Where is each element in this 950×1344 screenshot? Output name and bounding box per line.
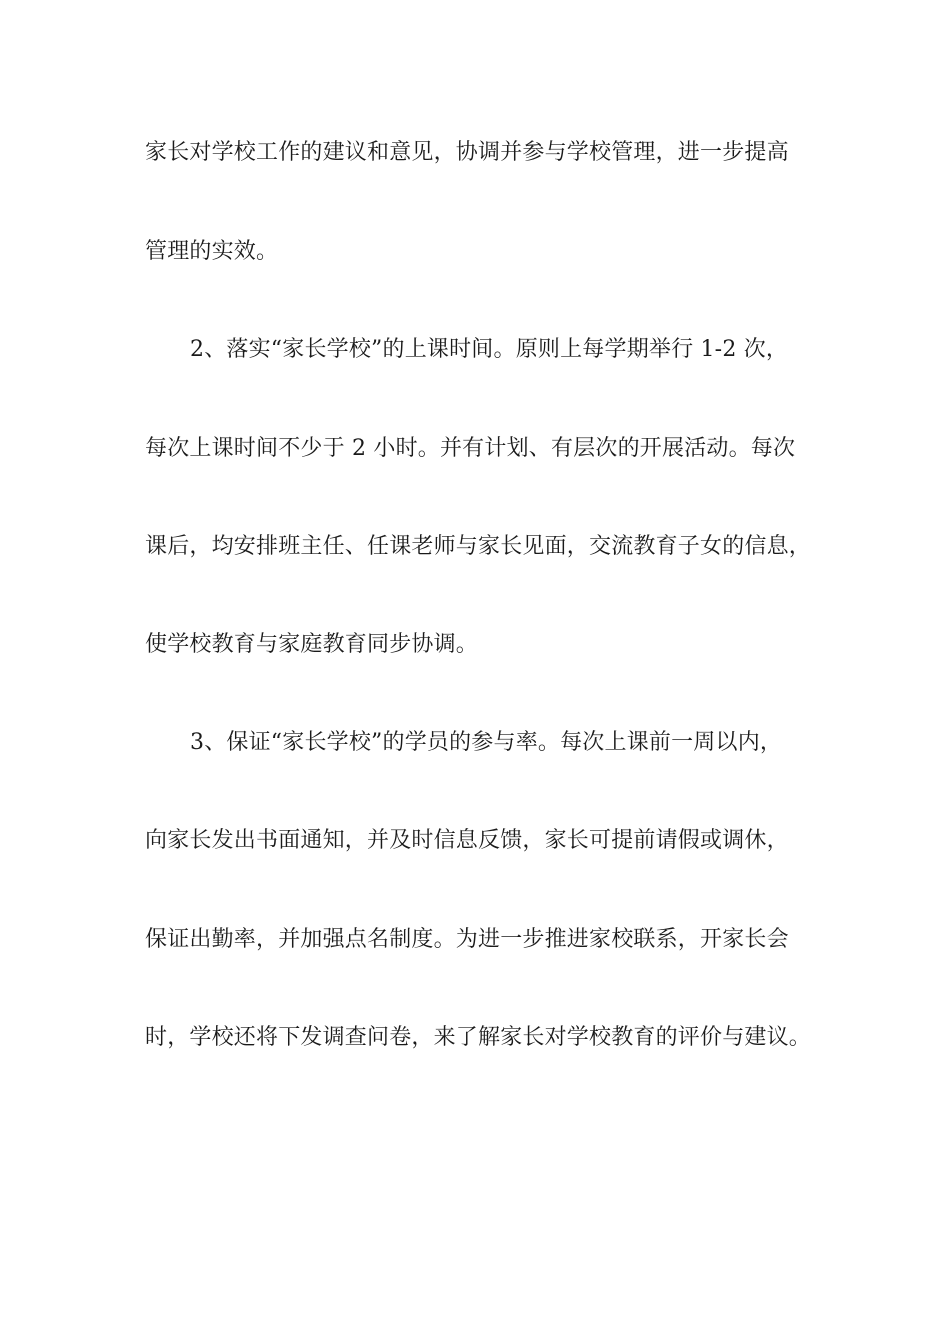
- paragraph-2-line-1: 2、落实“家长学校”的上课时间。原则上每学期举行 1-2 次，: [190, 337, 789, 362]
- paragraph-3-line-2: 向家长发出书面通知，并及时信息反馈，家长可提前请假或调休，: [145, 828, 789, 853]
- paragraph-3-line-1: 3、保证“家长学校”的学员的参与率。每次上课前一周以内，: [190, 730, 783, 755]
- paragraph-1-line-1: 家长对学校工作的建议和意见，协调并参与学校管理，进一步提高: [145, 140, 789, 165]
- paragraph-3-line-3: 保证出勤率，并加强点名制度。为进一步推进家校联系，开家长会: [145, 927, 789, 952]
- paragraph-1-line-2: 管理的实效。: [145, 239, 279, 264]
- paragraph-2-line-2: 每次上课时间不少于 2 小时。并有计划、有层次的开展活动。每次: [145, 436, 796, 461]
- paragraph-2-line-4: 使学校教育与家庭教育同步协调。: [145, 632, 479, 657]
- paragraph-3-line-4: 时，学校还将下发调查问卷，来了解家长对学校教育的评价与建议。: [145, 1025, 812, 1050]
- paragraph-2-line-3: 课后，均安排班主任、任课老师与家长见面，交流教育子女的信息，: [145, 534, 812, 559]
